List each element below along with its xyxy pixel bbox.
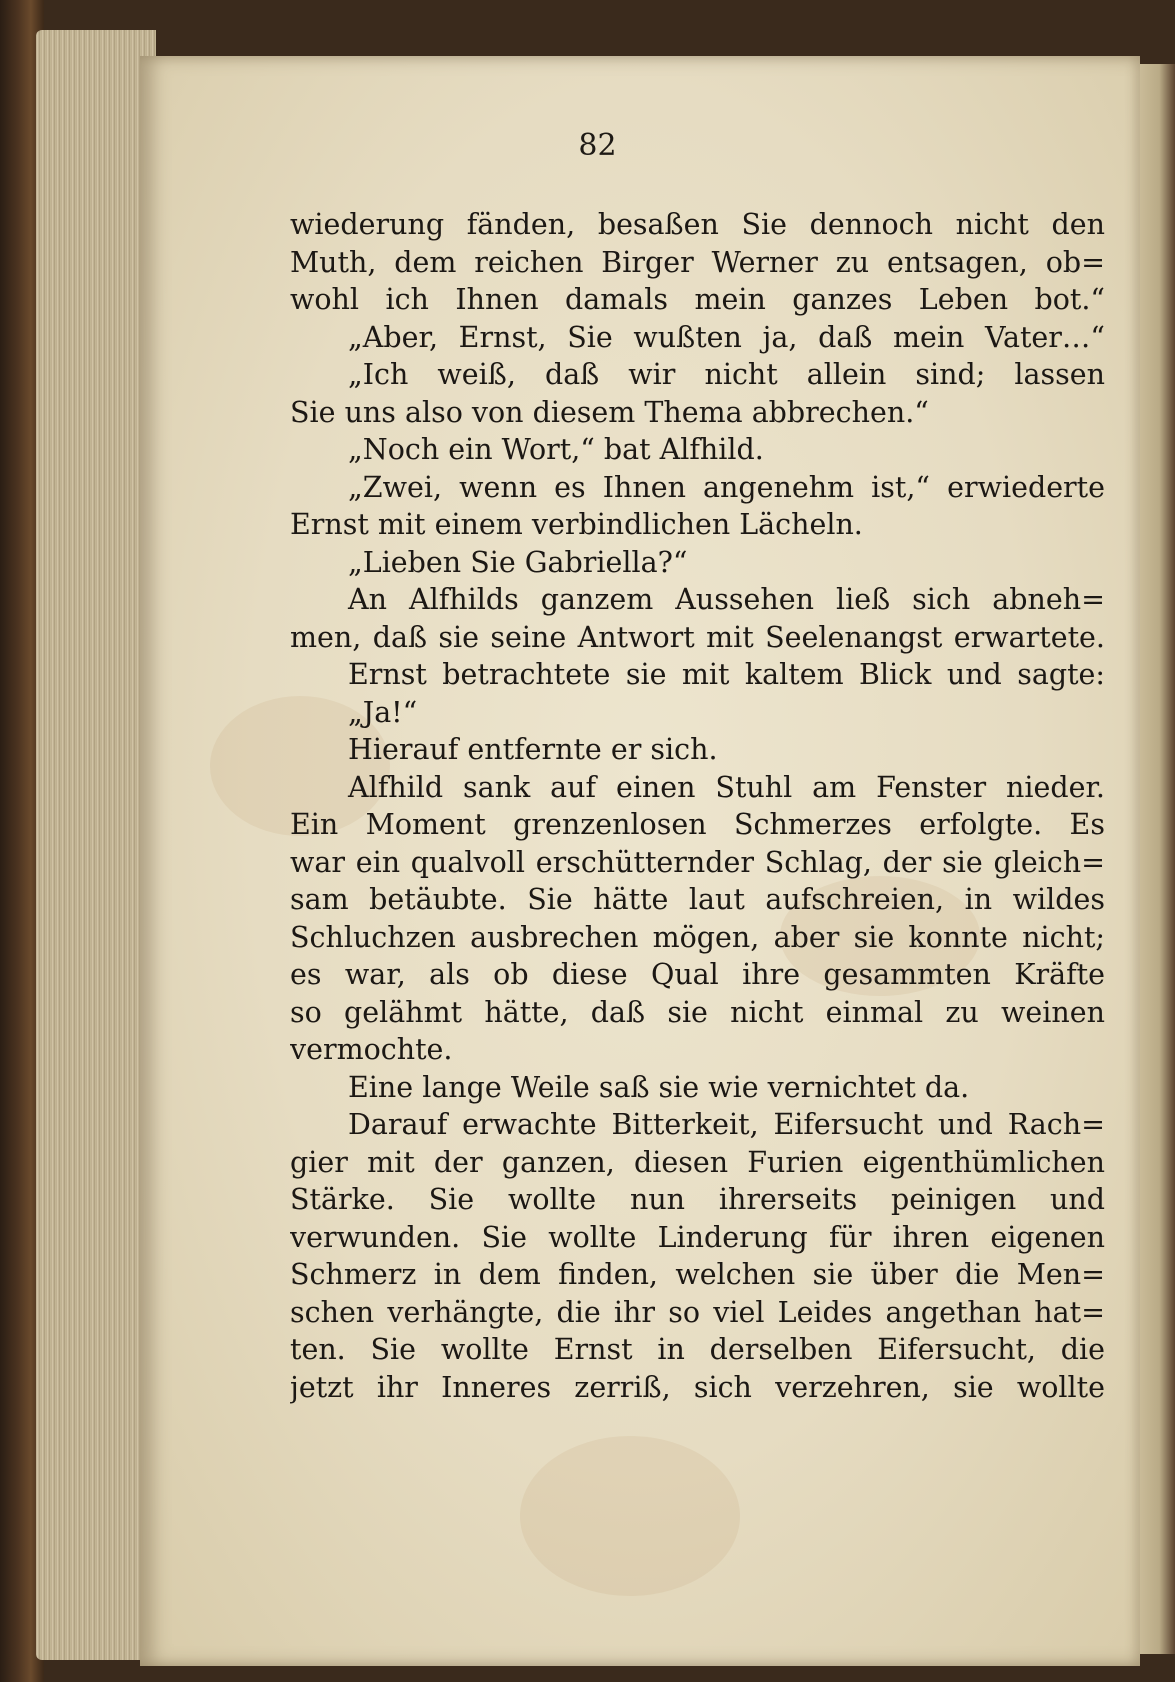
text-line: „Noch ein Wort,“ bat Alfhild. <box>348 433 764 466</box>
text-line: war ein qualvoll erschütternder Schlag, der sie gleich= <box>290 845 1105 879</box>
text-line: es war, als ob diese Qual ihre gesammten Kräfte <box>290 958 1105 991</box>
text-line: jetzt ihr Inneres zerriß, sich verzehren, sie wollte <box>290 1370 1105 1404</box>
text-line: verwunden. Sie wollte Linderung für ihren eigenen <box>290 1220 1105 1254</box>
text-line: An Alfhilds ganzem Aussehen ließ sich abneh= <box>348 583 1105 616</box>
text-line: Ein Moment grenzenlosen Schmerzes erfolgte. Es <box>290 808 1105 841</box>
text-line: Stärke. Sie wollte nun ihrerseits peinigen und <box>290 1183 1105 1216</box>
text-line: Eine lange Weile saß sie wie vernichtet da. <box>348 1070 970 1104</box>
text-line: „Zwei, wenn es Ihnen angenehm ist,“ erwiederte <box>348 470 1105 504</box>
text-line: Ernst betrachtete sie mit kaltem Blick und sagte: <box>348 658 1105 691</box>
text-line: Schluchzen ausbrechen mögen, aber sie konnte nicht; <box>290 920 1105 954</box>
body-text <box>290 206 1105 1406</box>
text-line: schen verhängte, die ihr so viel Leides angethan hat= <box>290 1295 1105 1329</box>
text-line: Darauf erwachte Bitterkeit, Eifersucht und Rach= <box>348 1108 1105 1141</box>
text-line: „Ich weiß, daß wir nicht allein sind; lassen <box>348 358 1105 391</box>
text-line: wohl ich Ihnen damals mein ganzes Leben bot.“ <box>290 283 1105 316</box>
paper-stain <box>520 1436 740 1596</box>
text-line: Muth, dem reichen Birger Werner zu entsagen, ob= <box>290 245 1105 279</box>
text-line: sam betäubte. Sie hätte laut aufschreien, in wildes <box>290 883 1105 916</box>
text-line: „Ja!“ <box>348 695 418 729</box>
text-line: „Aber, Ernst, Sie wußten ja, daß mein Vater…“ <box>348 320 1105 354</box>
text-line: so gelähmt hätte, daß sie nicht einmal zu weinen <box>290 995 1105 1029</box>
text-line: vermochte. <box>290 1033 453 1066</box>
text-line: „Lieben Sie Gabriella?“ <box>348 545 688 579</box>
facing-page-edge <box>1136 64 1175 1654</box>
text-line: wiederung fänden, besaßen Sie dennoch nicht den <box>290 208 1105 241</box>
text-line: Alfhild sank auf einen Stuhl am Fenster nieder. <box>348 770 1105 804</box>
page-number: 82 <box>578 128 617 163</box>
text-line: Ernst mit einem verbindlichen Lächeln. <box>290 508 863 541</box>
text-line: men, daß sie seine Antwort mit Seelenangst erwartete. <box>290 620 1105 654</box>
text-line: Hierauf entfernte er sich. <box>348 733 718 766</box>
text-line: gier mit der ganzen, diesen Furien eigenthümlichen <box>290 1145 1105 1179</box>
page-stack-edge <box>36 30 156 1660</box>
text-line: ten. Sie wollte Ernst in derselben Eifersucht, die <box>290 1333 1105 1366</box>
text-line: Schmerz in dem finden, welchen sie über die Men= <box>290 1258 1105 1291</box>
text-line: Sie uns also von diesem Thema abbrechen.“ <box>290 395 929 429</box>
